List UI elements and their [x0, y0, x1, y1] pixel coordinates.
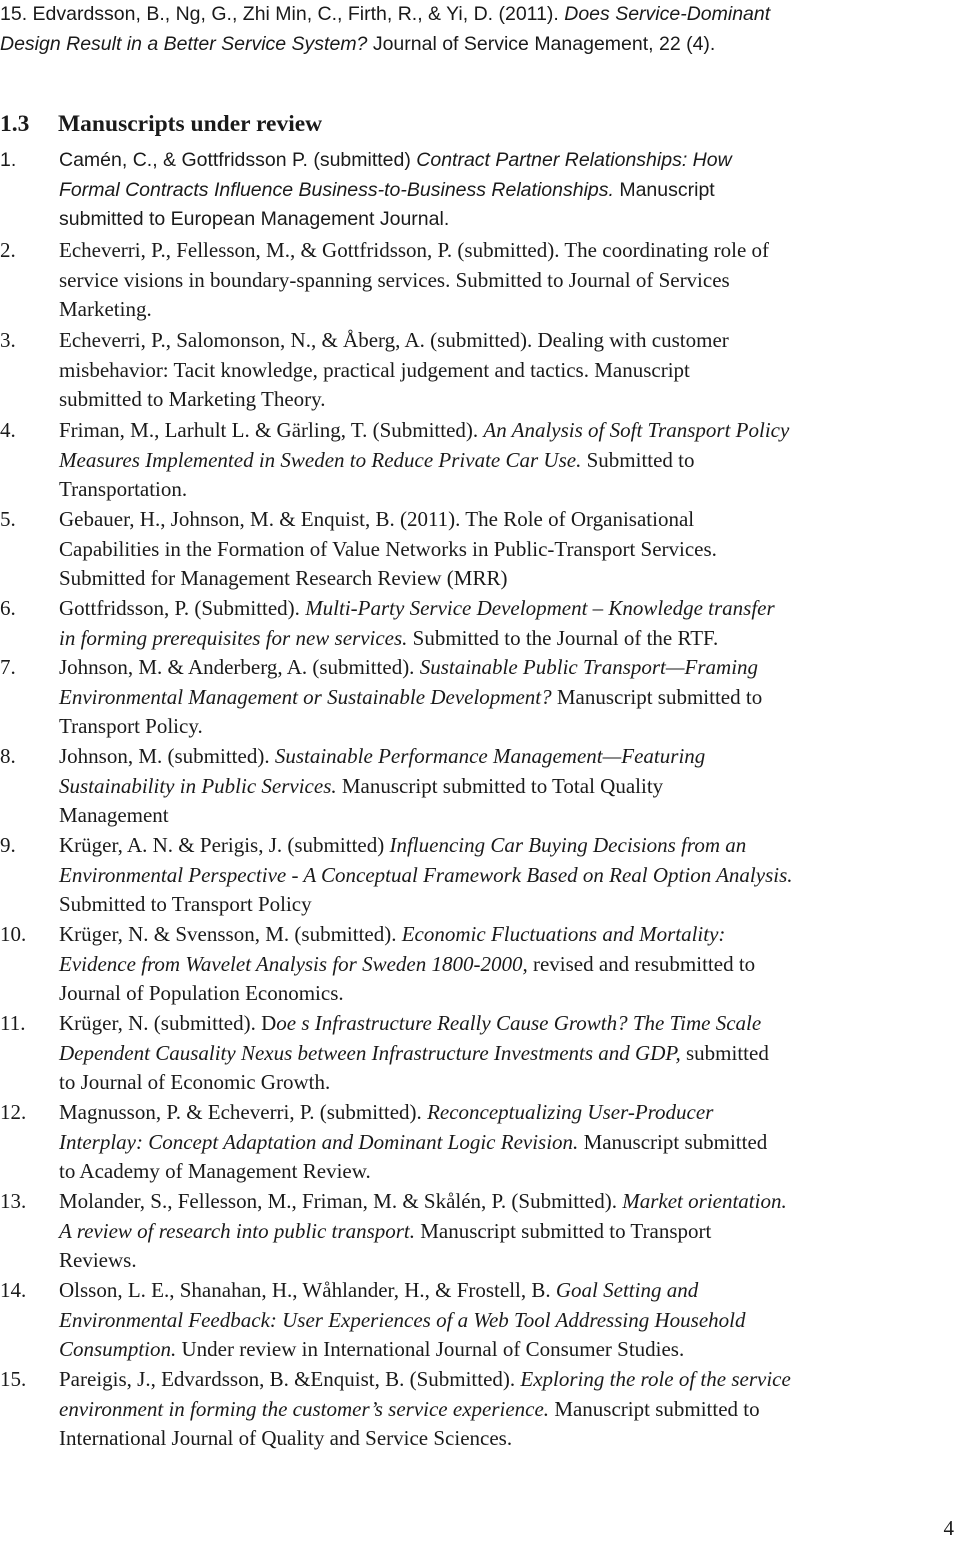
entry-line: Journal of Population Economics.	[59, 981, 344, 1006]
entry-text: Molander, S., Fellesson, M., Friman, M. & Skålén, P. (Submitted).	[59, 1189, 623, 1213]
entry-line	[59, 1009, 954, 1039]
entry-text: Manuscript submitted to	[551, 684, 763, 709]
entry-line	[59, 624, 954, 654]
page-number: 4	[943, 1516, 954, 1540]
entry-line: Echeverri, P., Salomonson, N., & Åberg, A. (submitted). Dealing with customer	[59, 328, 729, 352]
entry-line: Submitted to Transport Policy	[59, 892, 312, 917]
entry-text: Krüger, N. (submitted). D	[59, 1011, 277, 1035]
entry-body	[59, 236, 954, 325]
section-number: 1.3	[0, 111, 30, 137]
entry-line	[59, 1395, 954, 1425]
entry-number: 6.	[0, 596, 16, 620]
entry-line	[59, 446, 954, 476]
entry-title-italic: Influencing Car Buying Decisions from an	[389, 833, 747, 857]
reference-title-italic: Does Service-Dominant	[564, 3, 771, 25]
entry-title-italic: oe s Infrastructure Really Cause Growth? The Time Scale	[276, 1011, 762, 1035]
entry-text: Johnson, M. & Anderberg, A. (submitted).	[59, 655, 420, 679]
entry-body	[59, 505, 954, 594]
entry-number: 5.	[0, 507, 16, 531]
section-title: Manuscripts under review	[58, 111, 323, 137]
entry-line: to Academy of Management Review.	[59, 1159, 371, 1184]
entry-text: Submitted to	[581, 447, 695, 472]
entry-title-italic: Dependent Causality Nexus between Infrastructure Investments and GDP,	[59, 1040, 681, 1065]
entry-title-italic: Environmental Perspective - A Conceptual Framework Based on Real Option Analysis.	[59, 862, 793, 887]
entry-line: Transportation.	[59, 477, 188, 502]
entry-line	[59, 146, 954, 176]
entry-number: 12.	[0, 1100, 27, 1124]
entry-text: Manuscript submitted to	[549, 1396, 760, 1421]
entry-line: Echeverri, P., Fellesson, M., & Gottfridsson, P. (submitted). The coordinating role of	[59, 238, 770, 262]
section-heading	[0, 111, 322, 138]
entry-number: 15.	[0, 1367, 27, 1391]
entry-line	[59, 1039, 954, 1069]
entry-number: 14.	[0, 1278, 27, 1302]
entry-line	[59, 1306, 954, 1336]
previous-reference-entry	[0, 0, 960, 59]
reference-text: Journal of Service Management, 22 (4).	[367, 32, 716, 55]
entry-line	[59, 742, 954, 772]
entry-text: Under review in International Journal of Consumer Studies.	[176, 1337, 685, 1362]
entry-line	[59, 1098, 954, 1128]
entry-line	[59, 653, 954, 683]
entry-number: 1.	[0, 149, 17, 171]
entry-text: Pareigis, J., Edvardsson, B. &Enquist, B. (Submitted).	[59, 1367, 521, 1391]
entry-line: misbehavior: Tacit knowledge, practical judgement and tactics. Manuscript	[59, 357, 690, 382]
entry-title-italic: Multi-Party Service Development – Knowledge transfer	[305, 596, 775, 620]
entry-number: 13.	[0, 1189, 27, 1213]
entry-line	[59, 1335, 954, 1365]
entry-body	[59, 1187, 954, 1276]
entry-text: revised and resubmitted to	[527, 951, 756, 976]
entry-number: 3.	[0, 328, 16, 352]
entry-line	[59, 1187, 954, 1217]
entry-title-italic: Exploring the role of the service	[520, 1367, 791, 1391]
entry-line	[59, 683, 954, 713]
entry-title-italic: Contract Partner Relationships: How	[416, 149, 732, 171]
entry-line	[59, 772, 954, 802]
entry-body	[59, 416, 954, 505]
entry-title-italic: Economic Fluctuations and Mortality:	[401, 922, 726, 946]
entry-title-italic: Measures Implemented in Sweden to Reduce Private Car Use.	[59, 447, 582, 472]
entry-line	[59, 176, 954, 206]
reference-text: 15. Edvardsson, B., Ng, G., Zhi Min, C., Firth, R., & Yi, D. (2011).	[0, 3, 565, 25]
entry-line	[59, 1365, 954, 1395]
entry-number: 2.	[0, 238, 16, 262]
entry-title-italic: Evidence from Wavelet Analysis for Sweden 1800-2000,	[59, 951, 528, 976]
entry-text: Gottfridsson, P. (Submitted).	[59, 596, 306, 620]
entry-line: Capabilities in the Formation of Value Networks in Public-Transport Services.	[59, 536, 717, 561]
entry-title-italic: Sustainable Public Transport—Framing	[419, 655, 759, 679]
entry-text: Manuscript submitted	[578, 1129, 768, 1154]
entry-line: service visions in boundary-spanning services. Submitted to Journal of Services	[59, 267, 730, 292]
entry-title-italic: Sustainability in Public Services.	[59, 773, 337, 798]
entry-line	[59, 1128, 954, 1158]
entry-text: Friman, M., Larhult L. & Gärling, T. (Submitted).	[59, 418, 484, 442]
entry-line	[59, 416, 954, 446]
entry-body	[59, 326, 954, 415]
entry-title-italic: An Analysis of Soft Transport Policy	[483, 418, 790, 442]
entry-text: Manuscript	[613, 178, 715, 201]
entry-line: Transport Policy.	[59, 714, 203, 739]
entry-line: submitted to European Management Journal.	[59, 208, 450, 231]
entry-body	[59, 1009, 954, 1098]
entry-line: Reviews.	[59, 1248, 137, 1273]
entry-line: Marketing.	[59, 297, 152, 322]
entry-line: Management	[59, 803, 169, 828]
entry-text: Manuscript submitted to Total Quality	[336, 773, 664, 798]
entry-line	[59, 920, 954, 950]
entry-line: to Journal of Economic Growth.	[59, 1070, 331, 1095]
entry-number: 10.	[0, 922, 27, 946]
entry-title-italic: Reconceptualizing User-Producer	[427, 1100, 714, 1124]
entry-line	[59, 950, 954, 980]
entry-title-italic: A review of research into public transport.	[59, 1218, 415, 1243]
reference-title-italic: Design Result in a Better Service System?	[0, 32, 368, 55]
entry-title-italic: Sustainable Performance Management—Featuring	[274, 744, 706, 768]
entry-text: Olsson, L. E., Shanahan, H., Wåhlander, H., & Frostell, B.	[59, 1278, 556, 1302]
entry-line	[59, 1276, 954, 1306]
entry-line	[59, 861, 954, 891]
entry-body	[59, 1365, 954, 1454]
entry-title-italic: Formal Contracts Influence Business-to-Business Relationships.	[59, 178, 614, 201]
entry-title-italic: Market orientation.	[622, 1189, 787, 1213]
entry-title-italic: environment in forming the customer’s service experience.	[59, 1396, 550, 1421]
entry-text: Krüger, N. & Svensson, M. (submitted).	[59, 922, 402, 946]
entry-line: International Journal of Quality and Service Sciences.	[59, 1426, 513, 1451]
entry-number: 4.	[0, 418, 16, 442]
reference-line	[0, 30, 960, 60]
entry-title-italic: in forming prerequisites for new services.	[59, 625, 408, 650]
entry-number: 11.	[0, 1011, 26, 1035]
entry-body	[59, 653, 954, 742]
entry-body	[59, 1276, 954, 1365]
entry-text: Krüger, A. N. & Perigis, J. (submitted)	[59, 833, 390, 857]
entry-number: 8.	[0, 744, 16, 768]
entry-line	[59, 1217, 954, 1247]
entry-text: Manuscript submitted to Transport	[415, 1218, 712, 1243]
entry-body	[59, 831, 954, 920]
entry-title-italic: Consumption.	[59, 1337, 177, 1362]
entry-line	[59, 831, 954, 861]
entry-text: submitted	[680, 1040, 769, 1065]
entry-title-italic: Environmental Feedback: User Experiences of a Web Tool Addressing Household	[59, 1307, 746, 1332]
entry-title-italic: Interplay: Concept Adaptation and Dominant Logic Revision.	[59, 1129, 579, 1154]
entry-number: 7.	[0, 655, 16, 679]
entry-number: 9.	[0, 833, 16, 857]
entry-body	[59, 146, 954, 235]
entry-text: Magnusson, P. & Echeverri, P. (submitted).	[59, 1100, 428, 1124]
entry-line: Submitted for Management Research Review (MRR)	[59, 566, 508, 591]
entry-line: Gebauer, H., Johnson, M. & Enquist, B. (2011). The Role of Organisational	[59, 507, 695, 531]
entry-line	[59, 594, 954, 624]
entry-line: submitted to Marketing Theory.	[59, 387, 326, 412]
entry-title-italic: Environmental Management or Sustainable Development?	[59, 684, 552, 709]
entry-body	[59, 1098, 954, 1187]
entry-text: Johnson, M. (submitted).	[59, 744, 275, 768]
entry-title-italic: Goal Setting and	[555, 1278, 699, 1302]
entry-body	[59, 920, 954, 1009]
entry-text: Camén, C., & Gottfridsson P. (submitted)	[59, 149, 417, 171]
entry-body	[59, 594, 954, 653]
entry-text: Submitted to the Journal of the RTF.	[407, 625, 719, 650]
entry-body	[59, 742, 954, 831]
reference-line	[0, 0, 960, 30]
